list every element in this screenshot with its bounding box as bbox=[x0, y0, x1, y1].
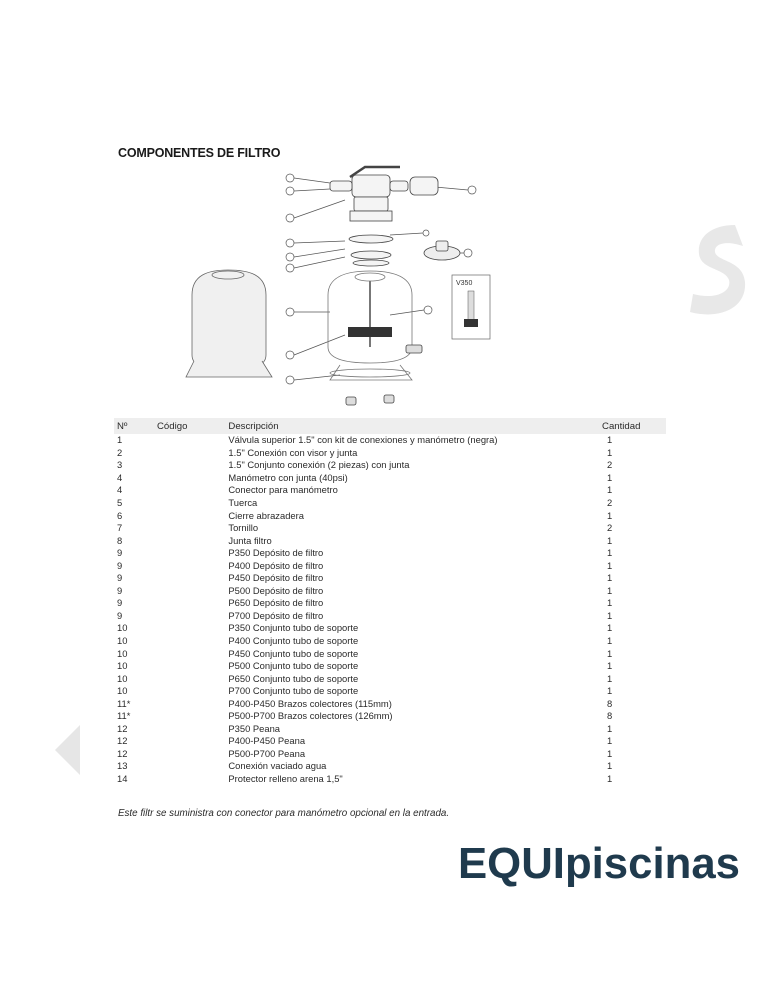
cell-quantity: 1 bbox=[607, 471, 613, 483]
cell-no: 8 bbox=[117, 534, 123, 546]
table-row bbox=[114, 685, 666, 698]
callout-right-8 bbox=[423, 230, 429, 236]
callout-right-3 bbox=[468, 186, 476, 194]
header-description: Descripción bbox=[225, 418, 602, 434]
table-row bbox=[114, 635, 666, 648]
callout-4 bbox=[286, 239, 294, 247]
callout-10 bbox=[286, 351, 294, 359]
cell-no: 4 bbox=[117, 471, 123, 483]
cell-quantity: 1 bbox=[607, 635, 613, 647]
table-row bbox=[114, 447, 666, 460]
callout-12 bbox=[286, 376, 294, 384]
callout-right-14 bbox=[464, 249, 472, 257]
cell-description: P700 Conjunto tubo de soporte bbox=[228, 685, 359, 697]
cell-code bbox=[154, 559, 225, 572]
table-row bbox=[114, 748, 666, 761]
cell-code bbox=[154, 622, 225, 635]
cell-quantity: 8 bbox=[607, 710, 613, 722]
callout-2 bbox=[286, 187, 294, 195]
cell-no: 10 bbox=[117, 622, 128, 634]
cell-quantity: 2 bbox=[607, 459, 613, 471]
cell-no: 6 bbox=[117, 509, 123, 521]
table-header-row bbox=[114, 418, 666, 434]
table-row bbox=[114, 672, 666, 685]
filter-exploded-diagram bbox=[180, 165, 510, 415]
cell-description: P350 Conjunto tubo de soporte bbox=[228, 622, 359, 634]
cell-quantity: 1 bbox=[607, 434, 613, 446]
cell-quantity: 1 bbox=[607, 559, 613, 571]
inset-label: V350 bbox=[456, 280, 473, 287]
cell-description: P400-P450 Peana bbox=[228, 735, 306, 747]
cell-no: 10 bbox=[117, 685, 128, 697]
cell-code bbox=[154, 534, 225, 547]
header-quantity: Cantidad bbox=[602, 418, 666, 434]
cell-code bbox=[154, 748, 225, 761]
cell-description: P700 Depósito de filtro bbox=[228, 609, 324, 621]
cell-description: P350 Peana bbox=[228, 722, 281, 734]
callout-9 bbox=[286, 308, 294, 316]
cell-code bbox=[154, 773, 225, 786]
cell-no: 9 bbox=[117, 584, 123, 596]
cell-code bbox=[154, 434, 225, 447]
cell-no: 10 bbox=[117, 635, 128, 647]
cell-description: P650 Conjunto tubo de soporte bbox=[228, 672, 359, 684]
table-row bbox=[114, 723, 666, 736]
cell-quantity: 1 bbox=[607, 747, 613, 759]
cell-code bbox=[154, 585, 225, 598]
table-row bbox=[114, 472, 666, 485]
cell-code bbox=[154, 597, 225, 610]
cell-description: P350 Depósito de filtro bbox=[228, 547, 324, 559]
cell-no: 11* bbox=[117, 697, 131, 709]
header-code: Código bbox=[154, 418, 225, 434]
cell-code bbox=[154, 723, 225, 736]
cell-quantity: 1 bbox=[607, 597, 613, 609]
callout-1 bbox=[286, 174, 294, 182]
cell-no: 12 bbox=[117, 722, 128, 734]
cell-no: 12 bbox=[117, 735, 128, 747]
cell-description: 1.5" Conexión con visor y junta bbox=[228, 446, 358, 458]
cell-no: 2 bbox=[117, 446, 123, 458]
cell-no: 1 bbox=[117, 434, 123, 446]
cell-description: Conexión vaciado agua bbox=[228, 760, 327, 772]
table-row bbox=[114, 497, 666, 510]
footer-note: Este filtr se suministra con conector para manómetro opcional en la entrada. bbox=[118, 808, 450, 819]
table-row bbox=[114, 484, 666, 497]
table-row bbox=[114, 509, 666, 522]
table-row bbox=[114, 660, 666, 673]
cell-description: P450 Depósito de filtro bbox=[228, 572, 324, 584]
table-row bbox=[114, 697, 666, 710]
table-row bbox=[114, 572, 666, 585]
cell-quantity: 8 bbox=[607, 697, 613, 709]
cell-no: 13 bbox=[117, 760, 128, 772]
cell-description: Válvula superior 1.5" con kit de conexiones y manómetro (negra) bbox=[228, 434, 498, 446]
table-row bbox=[114, 534, 666, 547]
cell-description: P500-P700 Brazos colectores (126mm) bbox=[228, 710, 393, 722]
cell-no: 4 bbox=[117, 484, 123, 496]
cell-no: 5 bbox=[117, 497, 123, 508]
cell-no: 9 bbox=[117, 597, 123, 609]
cell-quantity: 1 bbox=[607, 534, 613, 546]
logo-text: EQUIpiscinas bbox=[458, 839, 740, 888]
cell-code bbox=[154, 735, 225, 748]
cell-description: Cierre abrazadera bbox=[228, 509, 304, 521]
cell-code bbox=[154, 710, 225, 723]
table-row bbox=[114, 610, 666, 623]
cell-no: 7 bbox=[117, 522, 123, 534]
cell-no: 14 bbox=[117, 773, 128, 785]
cell-no: 3 bbox=[117, 459, 123, 471]
cell-quantity: 1 bbox=[607, 584, 613, 596]
callout-3 bbox=[286, 214, 294, 222]
cell-no: 10 bbox=[117, 672, 128, 684]
cell-no: 9 bbox=[117, 559, 123, 571]
table-row bbox=[114, 773, 666, 786]
table-row bbox=[114, 647, 666, 660]
callout-right-11 bbox=[424, 306, 432, 314]
callout-5 bbox=[286, 253, 294, 261]
cell-description: P650 Depósito de filtro bbox=[228, 597, 324, 609]
cell-description: Protector relleno arena 1,5" bbox=[228, 773, 343, 785]
cell-description: P400-P450 Brazos colectores (115mm) bbox=[228, 697, 392, 709]
cell-no: 12 bbox=[117, 747, 128, 759]
cell-quantity: 1 bbox=[607, 547, 613, 559]
cell-description: Junta filtro bbox=[228, 534, 272, 546]
cell-description: P400 Depósito de filtro bbox=[228, 559, 324, 571]
cell-code bbox=[154, 459, 225, 472]
cell-description: Conector para manómetro bbox=[228, 484, 338, 496]
cell-code bbox=[154, 610, 225, 623]
cell-code bbox=[154, 672, 225, 685]
cell-quantity: 1 bbox=[607, 484, 613, 496]
cell-no: 10 bbox=[117, 647, 128, 659]
table-row bbox=[114, 547, 666, 560]
header-no: Nº bbox=[114, 418, 154, 434]
cell-code bbox=[154, 685, 225, 698]
page-title: COMPONENTES DE FILTRO bbox=[118, 146, 281, 160]
cell-no: 10 bbox=[117, 660, 128, 672]
cell-quantity: 1 bbox=[607, 760, 613, 772]
cell-code bbox=[154, 647, 225, 660]
cell-description: P400 Conjunto tubo de soporte bbox=[228, 635, 359, 647]
cell-quantity: 1 bbox=[607, 685, 613, 697]
cell-quantity: 1 bbox=[607, 572, 613, 584]
cell-quantity: 1 bbox=[607, 509, 613, 521]
cell-quantity: 1 bbox=[607, 609, 613, 621]
cell-code bbox=[154, 697, 225, 710]
cell-description: P500 Depósito de filtro bbox=[228, 584, 324, 596]
cell-quantity: 1 bbox=[607, 647, 613, 659]
cell-no: 9 bbox=[117, 572, 123, 584]
cell-no: 9 bbox=[117, 547, 123, 559]
watermark-shape-left bbox=[55, 725, 85, 775]
watermark-shape-right bbox=[685, 220, 755, 320]
cell-description: Tornillo bbox=[228, 522, 259, 534]
table-row bbox=[114, 522, 666, 535]
components-table bbox=[114, 418, 666, 785]
cell-code bbox=[154, 472, 225, 485]
table-row bbox=[114, 459, 666, 472]
cell-code bbox=[154, 635, 225, 648]
cell-code bbox=[154, 547, 225, 560]
table-row bbox=[114, 710, 666, 723]
table-row bbox=[114, 735, 666, 748]
cell-quantity: 1 bbox=[607, 660, 613, 672]
cell-code bbox=[154, 572, 225, 585]
cell-quantity: 1 bbox=[607, 672, 613, 684]
cell-quantity: 1 bbox=[607, 722, 613, 734]
table-row bbox=[114, 585, 666, 598]
cell-no: 11* bbox=[117, 710, 131, 722]
table-row bbox=[114, 559, 666, 572]
cell-quantity: 1 bbox=[607, 773, 613, 785]
cell-quantity: 1 bbox=[607, 622, 613, 634]
cell-code bbox=[154, 509, 225, 522]
cell-code bbox=[154, 660, 225, 673]
table-row bbox=[114, 597, 666, 610]
cell-quantity: 2 bbox=[607, 497, 613, 508]
cell-quantity: 1 bbox=[607, 735, 613, 747]
cell-code bbox=[154, 760, 225, 773]
table-row bbox=[114, 760, 666, 773]
cell-quantity: 2 bbox=[607, 522, 613, 534]
cell-description: P500 Conjunto tubo de soporte bbox=[228, 660, 359, 672]
cell-code bbox=[154, 497, 225, 510]
callout-6 bbox=[286, 264, 294, 272]
cell-description: P500-P700 Peana bbox=[228, 747, 306, 759]
cell-code bbox=[154, 522, 225, 535]
cell-code bbox=[154, 447, 225, 460]
table-row bbox=[114, 622, 666, 635]
brand-logo bbox=[458, 838, 748, 888]
cell-description: 1.5" Conjunto conexión (2 piezas) con junta bbox=[228, 459, 410, 471]
cell-quantity: 1 bbox=[607, 446, 613, 458]
cell-description: Tuerca bbox=[228, 497, 258, 508]
cell-description: P450 Conjunto tubo de soporte bbox=[228, 647, 359, 659]
cell-description: Manómetro con junta (40psi) bbox=[228, 471, 348, 483]
table-row bbox=[114, 434, 666, 447]
cell-code bbox=[154, 484, 225, 497]
cell-no: 9 bbox=[117, 609, 123, 621]
